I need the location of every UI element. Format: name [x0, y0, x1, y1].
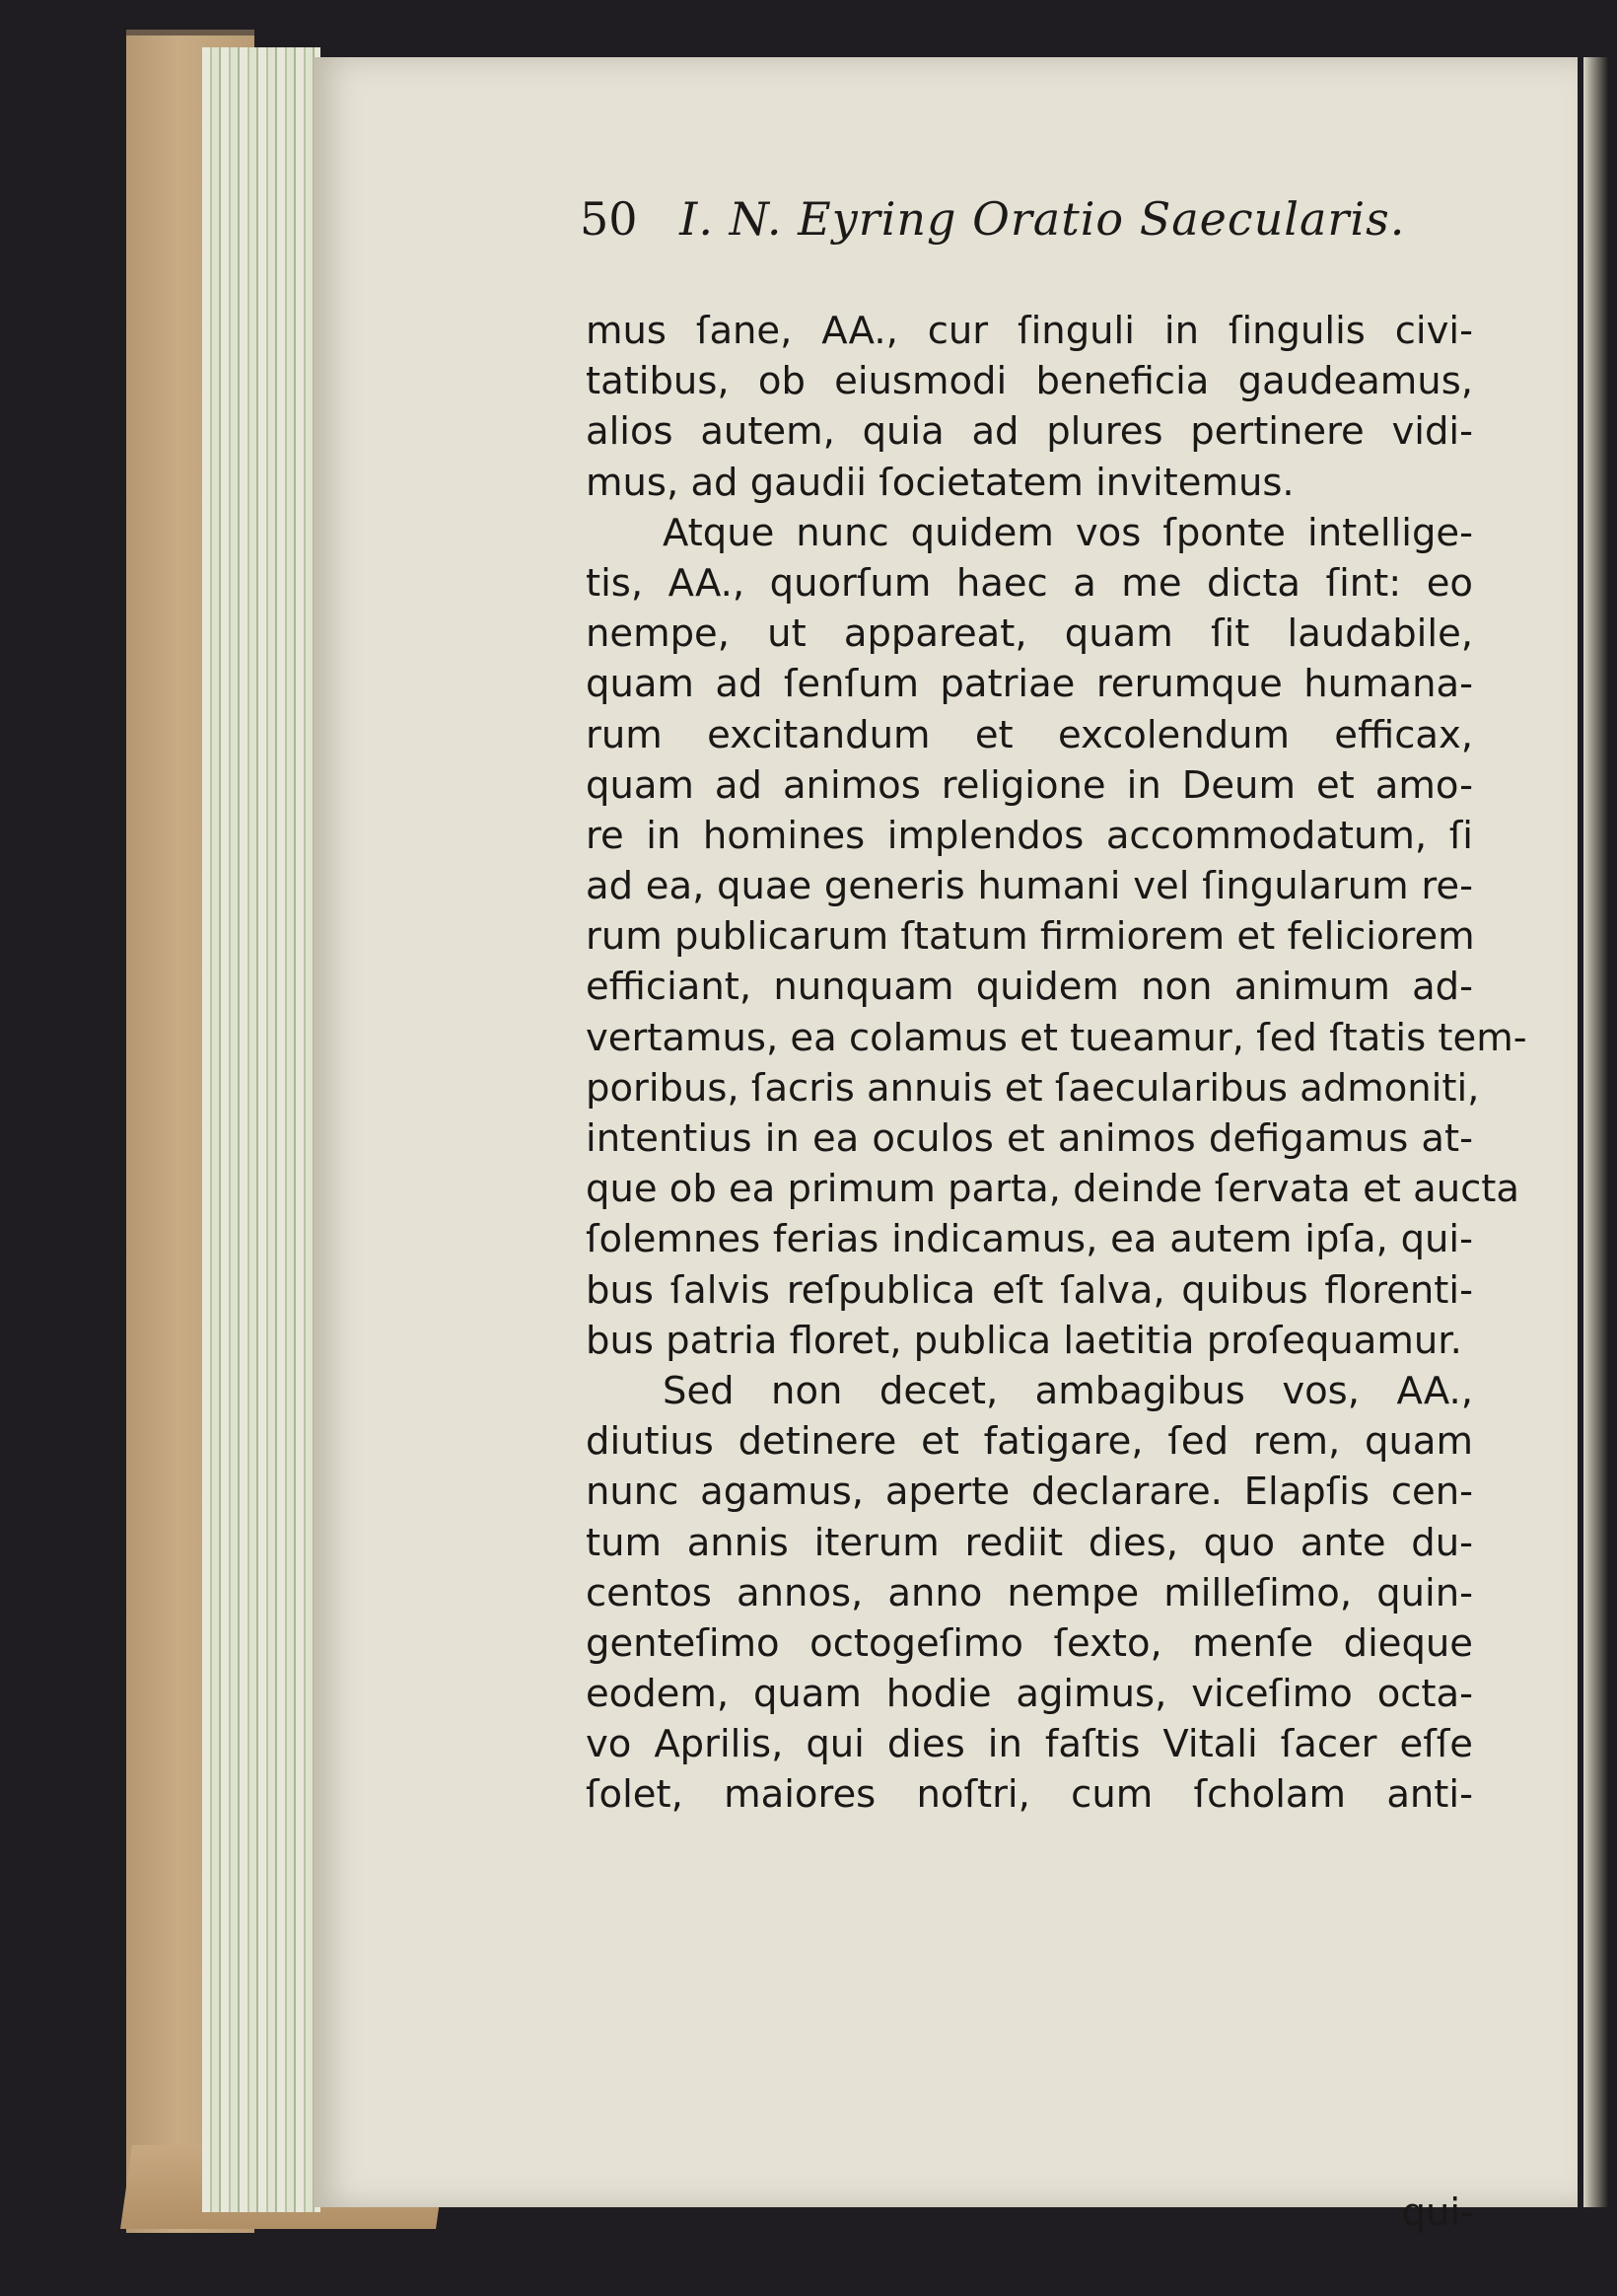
text-line: efficiant, nunquam quidem non animum ad-: [586, 965, 1473, 1010]
text-line: eodem, quam hodie agimus, viceſimo octa-: [586, 1672, 1473, 1717]
page-number: 50: [580, 192, 638, 246]
text-line: mus ſane, AA., cur ſinguli in ſingulis civi-: [586, 309, 1473, 353]
text-line: vertamus, ea colamus et tueamur, ſed ſtatis tem-: [586, 1015, 1527, 1060]
text-line: Sed non decet, ambagibus vos, AA.,: [663, 1368, 1473, 1413]
text-line: rum publicarum ſtatum firmiorem et feliciorem: [586, 914, 1475, 960]
text-line: intentius in ea oculos et animos defigamus at-: [586, 1116, 1473, 1161]
text-line: genteſimo octogeſimo ſexto, menſe dieque: [586, 1620, 1473, 1666]
text-line: tatibus, ob eiusmodi beneficia gaudeamus,: [586, 359, 1473, 404]
catchword: qui-: [1401, 2190, 1474, 2235]
text-line: tis, AA., quorſum haec a me dicta ſint: eo: [586, 560, 1473, 606]
text-line: ſolet, maiores noſtri, cum ſcholam anti-: [586, 1772, 1473, 1818]
text-line: tum annis iterum rediit dies, quo ante du-: [586, 1520, 1473, 1565]
gutter-fold: [1583, 57, 1609, 2207]
text-line: bus ſalvis reſpublica eſt ſalva, quibus florenti-: [586, 1267, 1473, 1313]
text-line: centos annos, anno nempe milleſimo, quin-: [586, 1570, 1473, 1615]
text-line: rum excitandum et excolendum efficax,: [586, 712, 1473, 757]
text-line: Atque nunc quidem vos ſponte intellige-: [663, 510, 1473, 555]
text-line: diutius detinere et fatigare, ſed rem, quam: [586, 1419, 1473, 1465]
text-line: mus, ad gaudii ſocietatem invitemus.: [586, 460, 1295, 505]
body-text: [586, 306, 1527, 1821]
text-line: vo Aprilis, qui dies in faſtis Vitali ſacer eſſe: [586, 1722, 1473, 1767]
running-head: [580, 192, 1467, 261]
text-line: re in homines implendos accommodatum, ſi: [586, 813, 1473, 858]
running-title: I. N. Eyring Oratio Saecularis.: [679, 192, 1406, 246]
text-line: quam ad ſenſum patriae rerumque humana-: [586, 662, 1473, 707]
page-stack-edges: [202, 47, 320, 2212]
text-line: nunc agamus, aperte declarare. Elapſis cen-: [586, 1470, 1473, 1515]
text-line: ſolemnes ferias indicamus, ea autem ipſa, qui-: [586, 1217, 1473, 1262]
text-line: quam ad animos religione in Deum et amo-: [586, 762, 1473, 808]
text-line: ad ea, quae generis humani vel ſingularum re-: [586, 864, 1473, 909]
text-line: alios autem, quia ad plures pertinere vidi-: [586, 409, 1473, 455]
text-line: bus patria floret, publica laetitia proſequamur.: [586, 1318, 1462, 1363]
text-line: poribus, ſacris annuis et ſaecularibus admoniti,: [586, 1065, 1480, 1111]
text-line: nempe, ut appareat, quam ſit laudabile,: [586, 611, 1473, 657]
text-line: que ob ea primum parta, deinde ſervata et aucta: [586, 1167, 1519, 1212]
